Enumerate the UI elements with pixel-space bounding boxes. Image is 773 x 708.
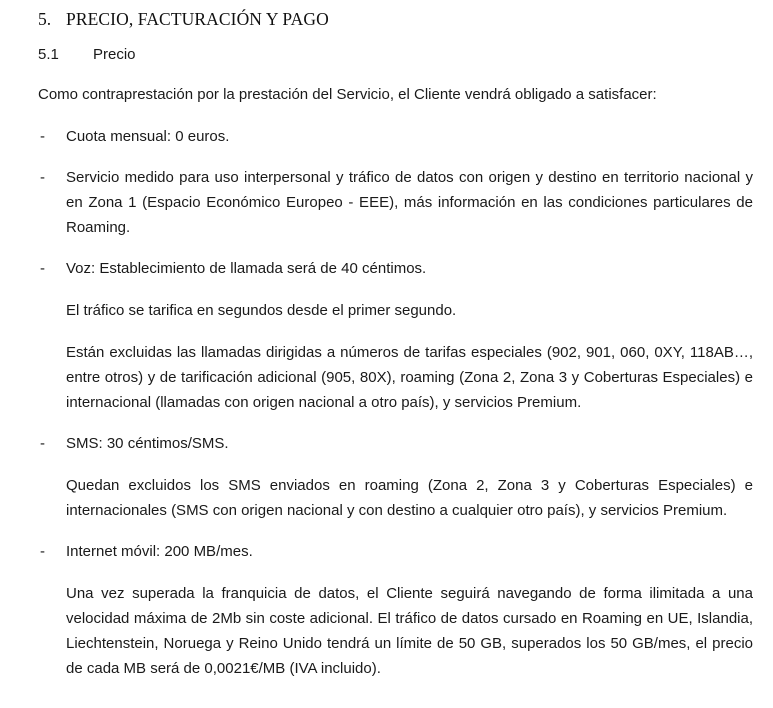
list-item-text: Internet móvil: 200 MB/mes. bbox=[66, 543, 253, 560]
intro-paragraph: Como contraprestación por la prestación del Servicio, el Cliente vendrá obligado a satisfacer: bbox=[38, 86, 657, 103]
note-voz-exclusiones: Están excluidas las llamadas dirigidas a números de tarifas especiales (902, 901, 060, 0XY, 118AB…, entre otros) y de tarificación adicional (905, 80X), roaming (Zona 2, Zona 3 y Coberturas Especiales) e internacional (llamadas con origen nacional a otro país), y servicios Premium. bbox=[66, 344, 753, 411]
note-internet-franquicia: Una vez superada la franquicia de datos, el Cliente seguirá navegando de forma ilimitada a una velocidad máxima de 2Mb sin coste adicional. El tráfico de datos cursado en Roaming en UE, Islandia, Liechtenstein, Noruega y Reino Unido tendrá un límite de 50 GB, superados los 50 GB/mes, el precio de cada MB será de 0,0021€/MB (IVA incluido). bbox=[66, 585, 753, 677]
list-item-voz bbox=[38, 256, 753, 281]
section-title: PRECIO, FACTURACIÓN Y PAGO bbox=[66, 9, 329, 29]
list-item-sms bbox=[38, 431, 753, 456]
subsection-title: Precio bbox=[93, 46, 136, 63]
list-item-internet-movil bbox=[38, 539, 753, 564]
dash-bullet-icon: - bbox=[40, 543, 45, 560]
note-sms-exclusiones: Quedan excluidos los SMS enviados en roaming (Zona 2, Zona 3 y Coberturas Especiales) e internacionales (SMS con origen nacional y con destino a cualquier otro país), y servicios Premium. bbox=[66, 477, 753, 519]
section-number: 5. bbox=[38, 9, 52, 29]
dash-bullet-icon: - bbox=[40, 435, 45, 452]
dash-bullet-icon: - bbox=[40, 128, 45, 145]
list-item-text: Cuota mensual: 0 euros. bbox=[66, 128, 230, 145]
subsection-number: 5.1 bbox=[38, 46, 59, 63]
dash-bullet-icon: - bbox=[40, 169, 45, 186]
note-voz-tarificacion: El tráfico se tarifica en segundos desde el primer segundo. bbox=[66, 302, 457, 319]
section-heading bbox=[38, 8, 753, 30]
dash-bullet-icon: - bbox=[40, 260, 45, 277]
list-item-text: Voz: Establecimiento de llamada será de 40 céntimos. bbox=[66, 260, 427, 277]
list-item-text: Servicio medido para uso interpersonal y tráfico de datos con origen y destino en territorio nacional y en Zona 1 (Espacio Económico Europeo - EEE), más información en las condiciones particulares de Roaming. bbox=[66, 169, 753, 236]
subsection-heading bbox=[38, 44, 753, 65]
list-item-cuota-mensual bbox=[38, 124, 753, 149]
list-item-text: SMS: 30 céntimos/SMS. bbox=[66, 435, 229, 452]
list-item-servicio-medido bbox=[38, 165, 753, 240]
